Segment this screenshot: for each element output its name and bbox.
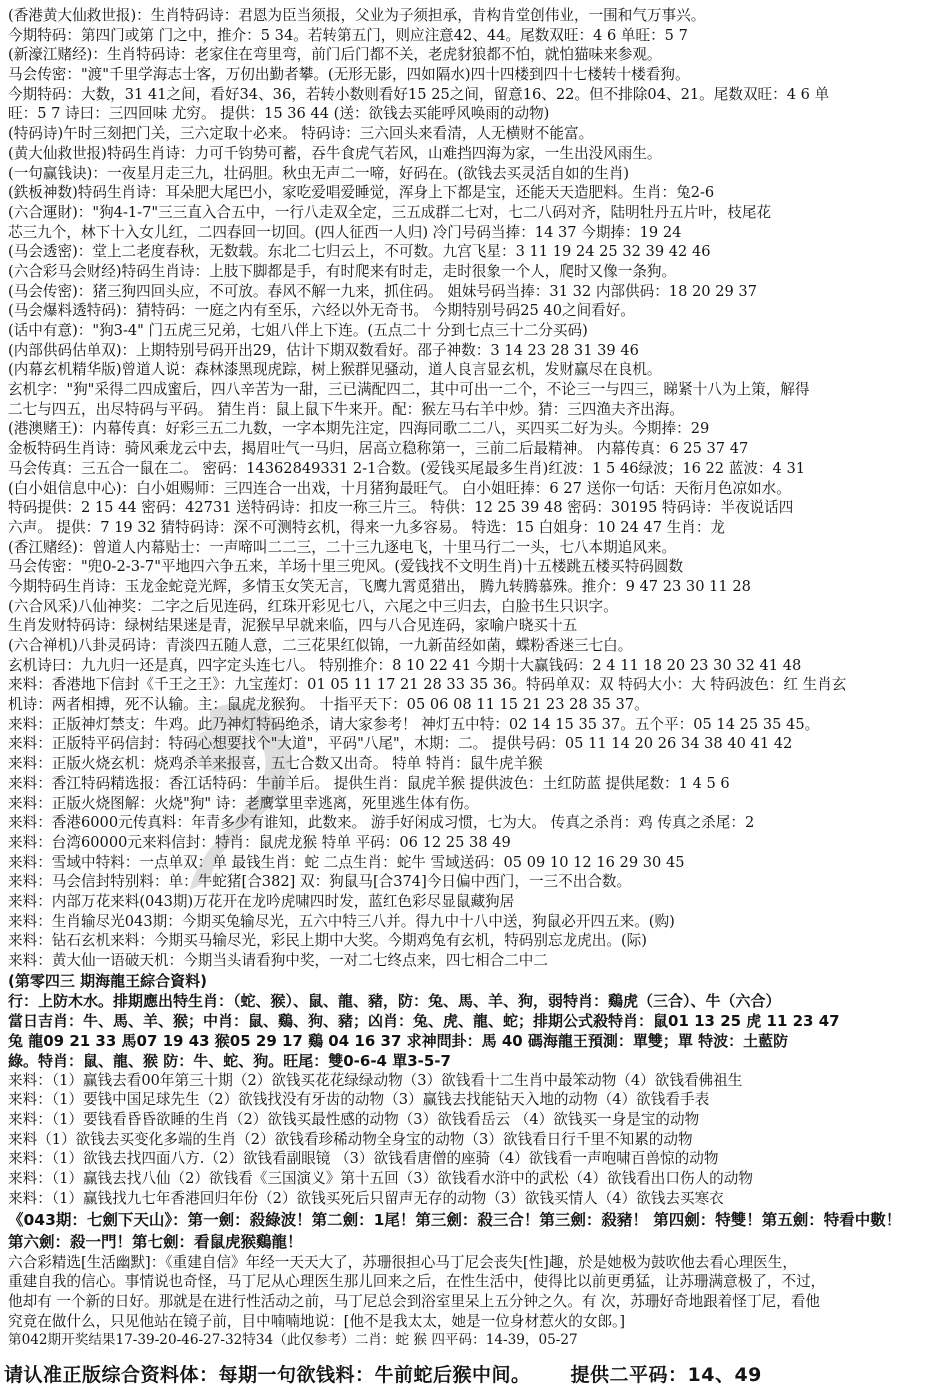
text-line: (内部供码估单双)：上期特别号码开出29，估计下期双数看好。邵子神数：3 14 23 28 31 39 46 [8, 341, 639, 359]
text-line: 来料：马会信封特别料：单：牛蛇猪[合382] 双：狗鼠马[合374]今日偏中西门，一三不出合数。 [8, 873, 632, 891]
bold-text-line: 綠。特肖：鼠、龍、猴 防：牛、蛇、狗。旺尾：雙0-6-4 單3-5-7 [8, 1051, 451, 1070]
text-line: 来料：正版神灯禁支：牛鸡。此乃神灯特码绝杀，请大家参考！ 神灯五中特：02 14 15 35 37。五个平：05 14 25 35 45。 [8, 715, 820, 733]
text-line: (内幕玄机精华版)曾道人说：森林漆黑现虎踪，树上猴群见骚动，道人良言显玄机，发财赢尽在良机。 [8, 361, 662, 379]
text-line: 玄机诗曰：九九归一还是真，四字定头连七八。 特别推介：8 10 22 41 今期十大赢钱码：2 4 11 18 20 23 30 32 41 48 [8, 656, 802, 674]
text-line: 来料：内部万花来料(043期)万花开在龙吟虎啸四时发，蓝红色彩尽显鼠藏狗居 [8, 892, 515, 910]
text-line: (鉄板神数)特码生肖诗：耳朵肥大尾巴小，家吃爱唱爱睡觉，浑身上下都是宝，还能天天造肥料。生肖：兔2-6 [8, 184, 715, 202]
text-line: 马会传密："兜0-2-3-7"平地四六争五来，羊场十里三兜风。(爱钱找不文明生肖)十五楼跳五楼买特码圆数 [8, 558, 684, 576]
text-line: 来料：正版火烧图解：火烧"狗" 诗：老鹰掌里幸逃离，死里逃生体有伤。 [8, 794, 479, 812]
text-line: (香江赌经)：曾道人内幕贴士：一声啼叫二二三，二十三九逐电飞，十里马行二一头，七八本期追风来。 [8, 538, 677, 556]
text-line: 今期特码：第四门或第 门之中，推介：5 34。若转第五门，则应注意42、44。尾数双旺：4 6 单旺：5 7 [8, 26, 688, 44]
text-line: (六合運財)："狗4-1-7"三三直入合五中，一行八走双全定，三五成群二七对，七二八码对齐，陆明牡丹五片叶，枝尾花 [8, 203, 772, 221]
text-line: 芯三九个，林下十入女儿红，二四春回一切回。(四人征西一人归) 冷门号码当捧：14 37 今期捧：19 24 [8, 223, 682, 241]
bold-text-line: 當日吉肖：牛、馬、羊、猴；中肖：鼠、鷄、狗、豬；凶肖：兔、虎、龍、蛇；排期公式殺特肖：鼠01 13 25 虎 11 23 47 [8, 1011, 840, 1030]
text-line: (马会传密)：猪三狗四回头应，不可放。春风不解一九来，抓住码。 姐妹号码当捧：31 32 内部供码：18 20 29 37 [8, 282, 757, 300]
riddle-line: 来料（1）欲钱去买变化多端的生肖（2）欲钱看珍稀动物全身宝的动物（3）欲钱看日行千里不知累的动物 [8, 1130, 693, 1148]
text-line: 今期特码生肖诗：玉龙金蛇竞光辉，多情玉女笑无言，飞鹰九霄觅猎出， 腾九转腾慕殊。推介：9 47 23 30 11 28 [8, 577, 751, 595]
sword-line: 第六劍：殺一門！第七劍：看鼠虎猴鷄龍！ [8, 1232, 303, 1251]
sword-line: 《043期：七劍下天山》：第一劍：殺綠波！第二劍：1尾！第三劍：殺三合！第三劍：殺豬！ 第四劍：特雙！第五劍：特看中數！ [8, 1210, 902, 1229]
text-line: 马会传密："渡"千里学海志士客，万仞出勤者攀。(无形无影，四如隔水)四十四楼到四十七楼转十楼看狗。 [8, 66, 690, 84]
riddle-line: 来料：（1）赢钱去找八仙（2）欲钱看《三国演义》第十五回（3）欲钱看水浒中的武松（4）欲钱看出口伤人的动物 [8, 1170, 753, 1188]
text-line: 来料：台湾60000元来料信封：特肖：鼠虎龙猴 特单 平码：06 12 25 38 49 [8, 833, 511, 851]
text-line: 来料：正版火烧玄机：烧鸡杀羊来报喜，五七合数又出奇。 特单 特肖：鼠牛虎羊猴 [8, 755, 543, 773]
text-line: 旺：5 7 诗曰：三四回味 尤穷。 提供：15 36 44 (送：欲钱去买能呼风唤雨的动物) [8, 105, 550, 123]
text-line: 来料：香江特码精选报：香江话特码：牛前羊后。 提供生肖：鼠虎羊猴 提供波色：土红防蓝 提供尾数：1 4 5 6 [8, 774, 730, 792]
text-line: (黄大仙救世报)特码生肖诗：力可千钧势可蓄，吞牛食虎气若风，山难挡四海为家，一生出没风雨生。 [8, 144, 662, 162]
dragon-king-data-block [8, 991, 920, 1071]
story-line: 重建自我的信心。事情说也奇怪，马丁尼从心理医生那儿回来之后，在性生活中，使得比以前更勇猛，让苏珊满意极了，不过， [8, 1273, 826, 1291]
text-line: 马会传真：三五合一鼠在二。 密码：14362849331 2-1合数。(爱钱买尾最多生肖)红波：1 5 46绿波；16 22 蓝波：4 31 [8, 459, 806, 477]
text-line: 生肖发财特码诗：绿树结果迷是青，泥猴早早就来临，四与八合见连码，家喻户晓买十五 [8, 617, 578, 635]
text-line: 六声。 提供：7 19 32 猜特码诗：深不可测特玄机，得来一九多容易。 特选：15 白姐身：10 24 47 生肖：龙 [8, 518, 726, 536]
text-line: 玄机字："狗"采得二四成蜜后，四八辛苦为一甜，三已满配四二，其中可出一二个，不论三一与四三，睇紧十八为上策，解得 [8, 381, 810, 399]
section-header: (第零四三 期海龍王綜合資料) [8, 971, 207, 990]
text-line: (新濠江赌经)：生肖特码诗：老家住在弯里弯，前门后门都不关，老虎豺狼都不怕，就怕猫味来参观。 [8, 46, 662, 64]
riddle-line: 来料：（1）欲钱去找四面八方.（2）欲钱看副眼镜 （3）欲钱看唐僧的座骑（4）欲钱看一声咆啸百兽惊的动物 [8, 1150, 719, 1168]
text-line: 今期特码：大数，31 41之间，看好34、36，若转小数则看好15 25之间，留意16、22。但不排除04、21。尾数双旺：4 6 单 [8, 85, 830, 103]
story-line: 究竟在做什么，只见他站在镜子前，目中喃喃地说：[他不是我太太，她是一位身材惹火的女郎。] [8, 1312, 626, 1330]
text-line: 来料：正版特平码信封：特码心想要找个"大道"，平码"八尾"，木期：二。 提供号码：05 11 14 20 26 34 38 40 41 42 [8, 735, 793, 753]
text-line: (话中有意)："狗3-4" 门五虎三兄弟，七姐八伴上下连。(五点二十 分到七点三十二分买码) [8, 322, 588, 339]
text-line: (香港黄大仙救世报)：生肖特码诗：君恩为臣当须报，父业为子须担承，肯构肯堂创伟业，一围和气万事兴。 [8, 7, 706, 24]
draw-result-line: 第042期开奖结果17-39-20-46-27-32特34（此仅参考）二肖：蛇 猴 四平码：14-39，05-27 [8, 1332, 578, 1349]
riddle-line: 来料：（1）要钱看昏昏欲睡的生肖（2）欲钱买最性感的动物（3）欲钱看岳云 （4）欲钱买一身是宝的动物 [8, 1111, 700, 1129]
text-line: (港澳赌王)：内幕传真：好彩三五二九数，一字本期先注定，四海同歌二二八，买四买二好为头。今期捧：29 [8, 420, 710, 438]
text-line: (六合彩马会财经)特码生肖诗：上肢下脚都是手，有时爬来有时走，走时很象一个人，爬时又像一条狗。 [8, 262, 677, 280]
text-line: 来料：香港地下信封《千王之王》：九宝莲灯：01 05 11 17 21 28 33 35 36。特码单双：双 特码大小：大 特码波色：红 生肖玄 [8, 676, 847, 694]
text-line: 来料：钻石玄机来料：今期买马输尽光，彩民上期中大奖。今期鸡兔有玄机，特码别忘龙虎出。(际) [8, 932, 647, 950]
text-line: 特码提供：2 15 44 密码：42731 送特码诗：扣皮一称三片三。 特供：12 25 39 48 密码：30195 特码诗：半夜说话四 [8, 499, 794, 517]
text-line: 来料：香港6000元传真料：年青多少有谁知，此数来。 游手好闲成习惯，七为大。 传真之杀肖：鸡 传真之杀尾：2 [8, 814, 755, 832]
text-line: (马会爆料透特码)：猜特码：一庭之内有至乐，六经以外无奇书。 今期特别号码25 40之间看好。 [8, 302, 635, 320]
text-line: 机诗：两者相搏，死不认输。主：鼠虎龙猴狗。 十指平天下：05 06 08 11 15 21 23 28 35 37。 [8, 696, 649, 714]
bold-text-line: 行：上防木水。排期應出特生肖：（蛇、猴）、鼠、龍、豬，防：兔、馬、羊、狗，弱特肖：鷄虎（三合）、牛（六合） [8, 991, 781, 1010]
text-line: 金板特码生肖诗：骑风乘龙云中去，揭眉吐气一马归，居高立稳称第一，三前二后最精神。 内幕传真：6 25 37 47 [8, 440, 749, 458]
footer-flat-codes: 提供二平码：14、49 [570, 1364, 762, 1386]
text-line: 来料：雪域中特料：一点单双：单 最钱生肖：蛇 二点生肖：蛇牛 雪域送码：05 09 10 12 16 29 30 45 [8, 853, 685, 871]
text-line: (特码诗)午时三刻把门关，三六定取十必来。 特码诗：三六回头来看清，人无横财不能富。 [8, 125, 594, 143]
riddle-lines-block [8, 1071, 920, 1209]
footer-slogan: 请认准正版综合资料体：每期一句欲钱料：牛前蛇后猴中间。 [4, 1364, 531, 1386]
text-line: (白小姐信息中心)：白小姐赐师：三四连合一出戏，十月猪狗最旺气。 白小姐旺捧：6 27 送你一句话：天衔月色凉如水。 [8, 479, 791, 497]
humor-story-block [8, 1253, 920, 1332]
text-line: 二七与四五，出尽特码与平码。 猜生肖：鼠上鼠下牛来开。配：猴左马右羊中炒。猜：三四渔夫齐出海。 [8, 400, 684, 418]
text-line: (一句赢钱诀)：一夜星月走三九，壮码胆。秋虫无声二一啼，好码在。(欲钱去买灵活自如的生肖) [8, 164, 630, 182]
riddle-line: 来料：（1）赢钱去看00年第三十期（2）欲钱买花花绿绿动物（3）欲钱看十二生肖中最笨动物（4）欲钱看佛祖生 [8, 1071, 743, 1089]
article-text-block [8, 6, 920, 971]
story-line: 他却有 一个新的日好。那就是在进行性活动之前，马丁尼总会到浴室里呆上五分钟之久。有 次，苏珊好奇地跟着怪丁尼，看他 [8, 1292, 820, 1310]
riddle-line: 来料：（1）要钱中国足球先生（2）欲钱找没有牙齿的动物（3）赢钱去找能钻天入地的动物（4）欲钱看手表 [8, 1091, 710, 1109]
text-line: 来料：生肖输尽光043期：今期买兔输尽光，五六中特三八并。得九中十八中送，狗鼠必开四五来。(购) [8, 912, 675, 930]
story-line: 六合彩精选[生活幽默]：《重建自信》年经一天天大了，苏珊很担心马丁尼会丧失[性]趣，於是她极为鼓吹他去看心理医生， [8, 1253, 797, 1271]
footer-banner [4, 1362, 924, 1388]
seven-swords-block [8, 1209, 920, 1253]
text-line: (六合禅机)八卦灵码诗：青淡四五随人意，二三花果红似锦，一九新苗经如菌，蝶粉香迷三七白。 [8, 637, 633, 654]
bold-text-line: 兔 龍09 21 33 馬07 19 43 猴05 29 17 鷄 04 16 37 求神問卦：馬 40 碼海龍王預測：單雙；單 特波：土藍防 [8, 1031, 789, 1050]
text-line: (马会透密)：堂上二老度春秋，无数载。东北二七归云上，不可数。九宫飞星：3 11 19 24 25 32 39 42 46 [8, 243, 711, 261]
text-line: (六合风采)八仙神奖：二字之后见连码，红珠开彩见七八，六尾之中三归去，白脸书生只识字。 [8, 597, 618, 615]
text-line: 来料：黄大仙一语破天机：今期当头请看狗中奖，一对二七终点来，四七相合二中二 [8, 952, 548, 969]
riddle-line: 来料：（1）赢钱找九七年香港回归年份（2）欲钱买死后只留声无存的动物（3）欲钱买情人（4）欲钱去买寒衣 [8, 1189, 724, 1207]
